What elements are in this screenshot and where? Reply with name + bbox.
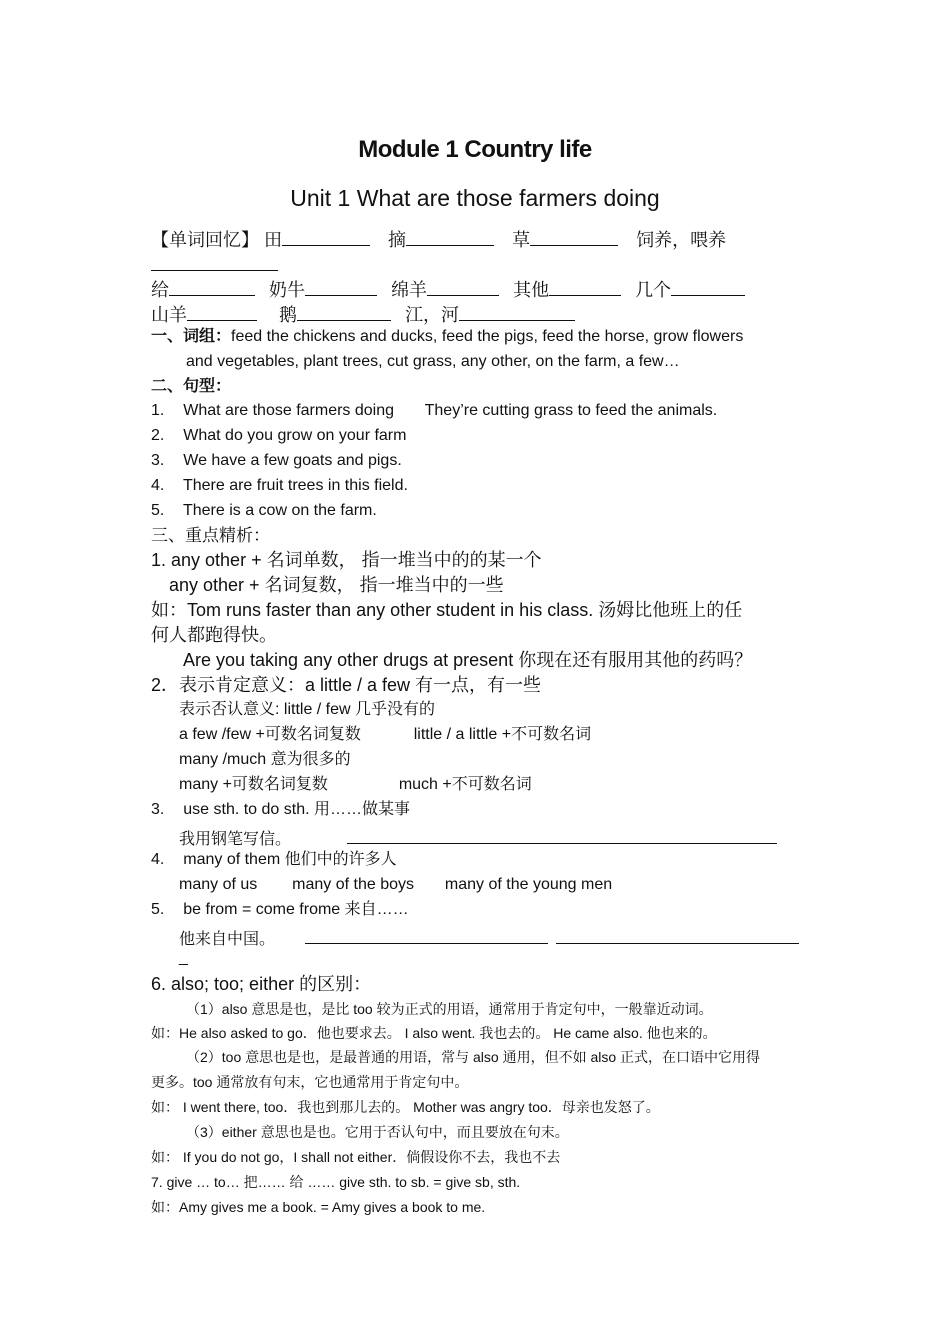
- sentence-text: What are those farmers doing: [183, 402, 395, 419]
- rule-text: be from = come frome 来自……: [183, 901, 409, 918]
- analysis-point-6b: 如：He also asked to go．他也要求去。 I also went. 我也去的。 He came also. 他也来的。: [151, 1025, 717, 1041]
- sentence-number: 1.: [151, 402, 165, 419]
- answer-blank[interactable]: [305, 927, 548, 944]
- sentence-text: We have a few goats and pigs.: [183, 452, 402, 469]
- example-text: many of the young men: [444, 876, 613, 893]
- analysis-point-2a: 表示否认意义: little / few 几乎没有的: [179, 701, 436, 718]
- sentence-item: [151, 453, 402, 469]
- vocab-word-goose: 鹅: [279, 305, 298, 325]
- vocab-word-river: 江，河: [405, 305, 460, 325]
- phrases-heading: 一、词组：: [151, 328, 232, 345]
- analysis-point-1b: any other + 名词复数， 指一堆当中的一些: [169, 575, 504, 595]
- vocab-word-several: 几个: [635, 280, 672, 300]
- analysis-point-4: [151, 852, 397, 868]
- analysis-point-7a: 如：Amy gives me a book. = Amy gives a book to me.: [151, 1199, 486, 1215]
- vocab-line-1: [151, 227, 726, 249]
- vocab-word-other: 其他: [513, 280, 550, 300]
- page-title: Module 1 Country life: [358, 136, 592, 163]
- sentences-heading: 二、句型：: [151, 378, 232, 395]
- vocab-blank[interactable]: [282, 227, 370, 246]
- vocab-blank[interactable]: [427, 277, 499, 296]
- analysis-example-1a: 如：Tom runs faster than any other student in his class. 汤姆比他班上的任: [151, 600, 743, 620]
- vocab-word-cow: 奶牛: [269, 280, 306, 300]
- analysis-point-2c: many /much 意为很多的: [179, 751, 351, 768]
- analysis-point-3: [151, 802, 410, 818]
- sentence-answer: They’re cutting grass to feed the animals.: [424, 402, 718, 419]
- vocab-blank[interactable]: [671, 277, 745, 296]
- vocab-blank[interactable]: [169, 277, 255, 296]
- sentence-item: [151, 478, 408, 494]
- analysis-example-1b: 何人都跑得快。: [151, 625, 277, 645]
- vocab-blank[interactable]: [151, 252, 278, 271]
- analysis-point-6e: 如： I went there, too．我也到那儿去的。 Mother was angry too．母亲也发怒了。: [151, 1099, 660, 1115]
- analysis-example-1c: Are you taking any other drugs at present 你现在还有服用其他的药吗？: [183, 650, 753, 670]
- sentence-text: There are fruit trees in this field.: [182, 477, 408, 494]
- point-number: 4.: [151, 851, 165, 868]
- analysis-point-3a: [179, 827, 777, 848]
- translate-prompt: 他来自中国。: [179, 931, 276, 948]
- sentence-text: What do you grow on your farm: [183, 427, 407, 444]
- rule-text: much +不可数名词: [398, 776, 532, 793]
- vocab-word-feed: 饲养，喂养: [636, 230, 727, 250]
- analysis-point-5a: [179, 927, 799, 948]
- vocab-word-grass: 草: [512, 230, 531, 250]
- analysis-point-5: [151, 902, 409, 918]
- answer-blank[interactable]: [347, 827, 777, 844]
- sentence-item: [151, 503, 377, 519]
- analysis-point-7: 7. give … to… 把…… 给 …… give sth. to sb. = give sb, sth.: [151, 1174, 521, 1190]
- vocab-blank[interactable]: [305, 277, 377, 296]
- rule-text: little / a little +不可数名词: [413, 726, 592, 743]
- point-number: 3.: [151, 801, 165, 818]
- analysis-point-6: 6. also; too; either 的区别：: [151, 974, 372, 994]
- blank-tail: _: [179, 949, 188, 966]
- vocab-blank[interactable]: [297, 302, 391, 321]
- rule-text: a few /few +可数名词复数: [179, 726, 361, 743]
- sentence-number: 3.: [151, 452, 165, 469]
- vocab-line-3: [151, 277, 745, 299]
- rule-text: many of them 他们中的许多人: [183, 851, 397, 868]
- analysis-heading: 三、重点精析：: [151, 526, 270, 545]
- sentence-item: [151, 403, 717, 419]
- vocab-blank[interactable]: [549, 277, 621, 296]
- analysis-point-2b: [179, 727, 591, 743]
- analysis-point-4a: [179, 877, 612, 893]
- sentence-number: 2.: [151, 427, 165, 444]
- phrases-text: feed the chickens and ducks, feed the pigs, feed the horse, grow flowers: [231, 328, 744, 345]
- vocab-blank[interactable]: [530, 227, 618, 246]
- phrases-line-1: [151, 329, 743, 345]
- vocab-line-4: [151, 302, 575, 324]
- sentence-text: There is a cow on the farm.: [182, 502, 377, 519]
- analysis-point-6d: 更多。too 通常放有句末，它也通常用于肯定句中。: [151, 1074, 469, 1090]
- example-text: many of us: [179, 876, 258, 893]
- vocab-label: 【单词回忆】: [151, 230, 259, 250]
- analysis-point-1a: 1. any other + 名词单数， 指一堆当中的的某一个: [151, 550, 542, 570]
- vocab-blank[interactable]: [187, 302, 257, 321]
- unit-subtitle: Unit 1 What are those farmers doing: [290, 185, 660, 211]
- vocab-line-2: [151, 252, 278, 274]
- analysis-point-2d: [179, 777, 532, 793]
- vocab-word-give: 给: [151, 280, 169, 300]
- analysis-point-6g: 如： If you do not go，I shall not either．倘假设你不去，我也不去: [151, 1149, 561, 1165]
- sentence-number: 5.: [151, 502, 165, 519]
- answer-blank[interactable]: [556, 927, 799, 944]
- rule-text: use sth. to do sth. 用……做某事: [183, 801, 410, 818]
- phrases-line-2: and vegetables, plant trees, cut grass, any other, on the farm, a few…: [186, 353, 680, 370]
- vocab-blank[interactable]: [406, 227, 494, 246]
- analysis-point-6a: （1）also 意思是也，是比 too 较为正式的用语，通常用于肯定句中，一般靠近动词。: [186, 1001, 713, 1017]
- example-text: many of the boys: [292, 876, 415, 893]
- vocab-word-sheep: 绵羊: [391, 280, 428, 300]
- analysis-point-6f: （3）either 意思也是也。它用于否认句中，而且要放在句末。: [186, 1124, 569, 1140]
- vocab-word-field: 田: [264, 230, 283, 250]
- sentence-number: 4.: [151, 477, 165, 494]
- point-number: 5.: [151, 901, 165, 918]
- analysis-point-2: 2．表示肯定意义：a little / a few 有一点，有一些: [151, 675, 542, 695]
- analysis-point-6c: （2）too 意思也是也，是最普通的用语，常与 also 通用，但不如 also 正式，在口语中它用得: [186, 1049, 761, 1065]
- vocab-word-pick: 摘: [388, 230, 407, 250]
- vocab-word-goat: 山羊: [151, 305, 187, 325]
- translate-prompt: 我用钢笔写信。: [179, 831, 292, 848]
- sentence-item: [151, 428, 406, 444]
- vocab-blank[interactable]: [459, 302, 575, 321]
- rule-text: many +可数名词复数: [179, 776, 328, 793]
